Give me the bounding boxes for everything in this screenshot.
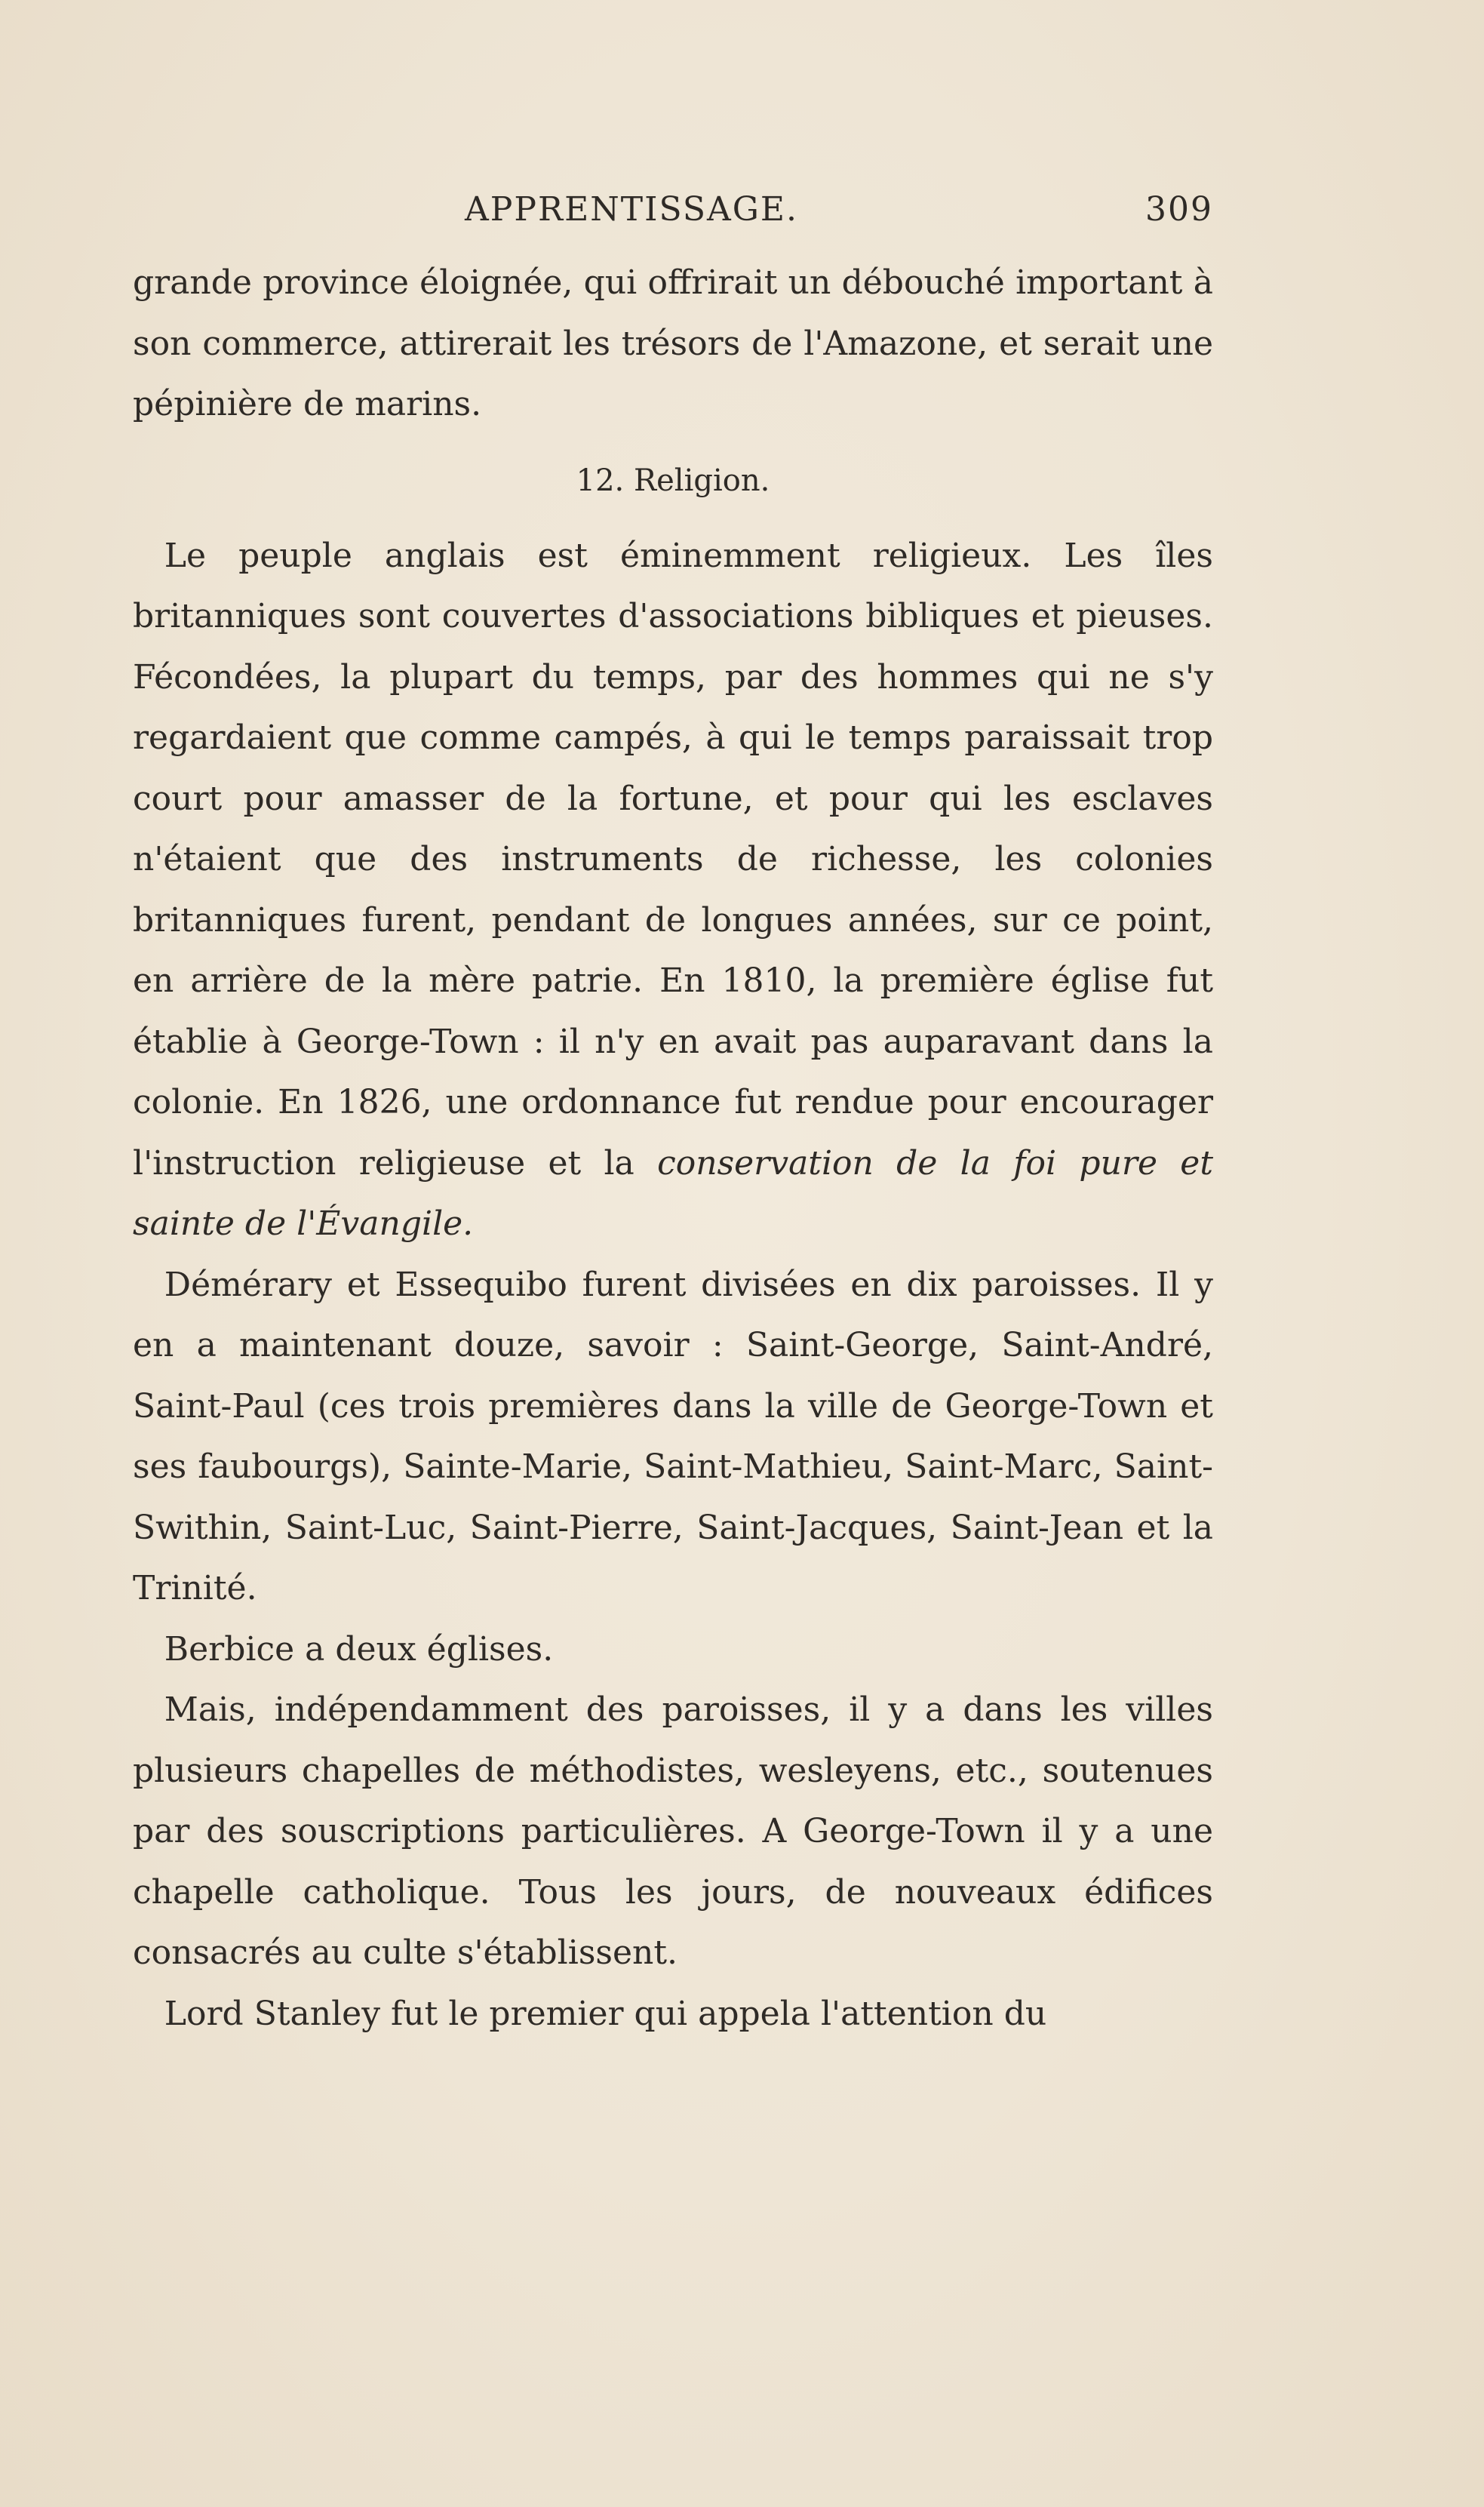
running-title: APPRENTISSAGE. [465,190,799,229]
page-footer-margin [0,2477,1484,2507]
paragraph-parishes: Démérary et Essequibo furent divisées en dix paroisses. Il y en a maintenant douze, savoir : Saint-George, Saint-André, Saint-Paul (ces trois premières dans la ville de George-Town et ses faubourgs), Sainte-Marie, Saint-Mathieu, Saint-Marc, Saint-Swithin, Saint-Luc, Saint-Pierre, Saint-Jacques, Saint-Jean et la Trinité. [133,1265,1213,1607]
paragraph-berbice: Berbice a deux églises. [164,1629,554,1669]
paragraph-religion-intro [133,526,1213,1255]
paragraph-religion-intro-text: Le peuple anglais est éminemment religieux. Les îles britanniques sont couvertes d'associations bibliques et pieuses. Fécondées, la plupart du temps, par des hommes qui ne s'y regardaient que comme campés, à qui le temps paraissait trop court pour amasser de la fortune, et pour qui les esclaves n'étaient que des instruments de richesse, les colonies britanniques furent, pendant de longues années, sur ce point, en arrière de la mère patrie. En 1810, la première église fut établie à George-Town : il n'y en avait pas auparavant dans la colonie. En 1826, une ordonnance fut rendue pour encourager l'instruction religieuse et la [133,536,1213,1183]
paragraph-chapels: Mais, indépendamment des paroisses, il y a dans les villes plusieurs chapelles de méthodistes, wesleyens, etc., soutenues par des souscriptions particulières. A George-Town il y a une chapelle catholique. Tous les jours, de nouveaux édifices consacrés au culte s'établissent. [133,1690,1213,1972]
section-heading: 12. Religion. [576,463,770,498]
page-number: 309 [1145,190,1213,229]
paragraph-lord-stanley: Lord Stanley fut le premier qui appela l'attention du [164,1994,1047,2033]
page-header [133,190,1213,243]
italic-quote: conservation de la foi pure et sainte de l'Évangile. [133,1143,1214,1243]
continuation-paragraph: grande province éloignée, qui offrirait un débouché important à son commerce, attirerait les trésors de l'Amazone, et serait une pépinière de marins. [133,263,1213,423]
body-text [133,253,1213,2044]
